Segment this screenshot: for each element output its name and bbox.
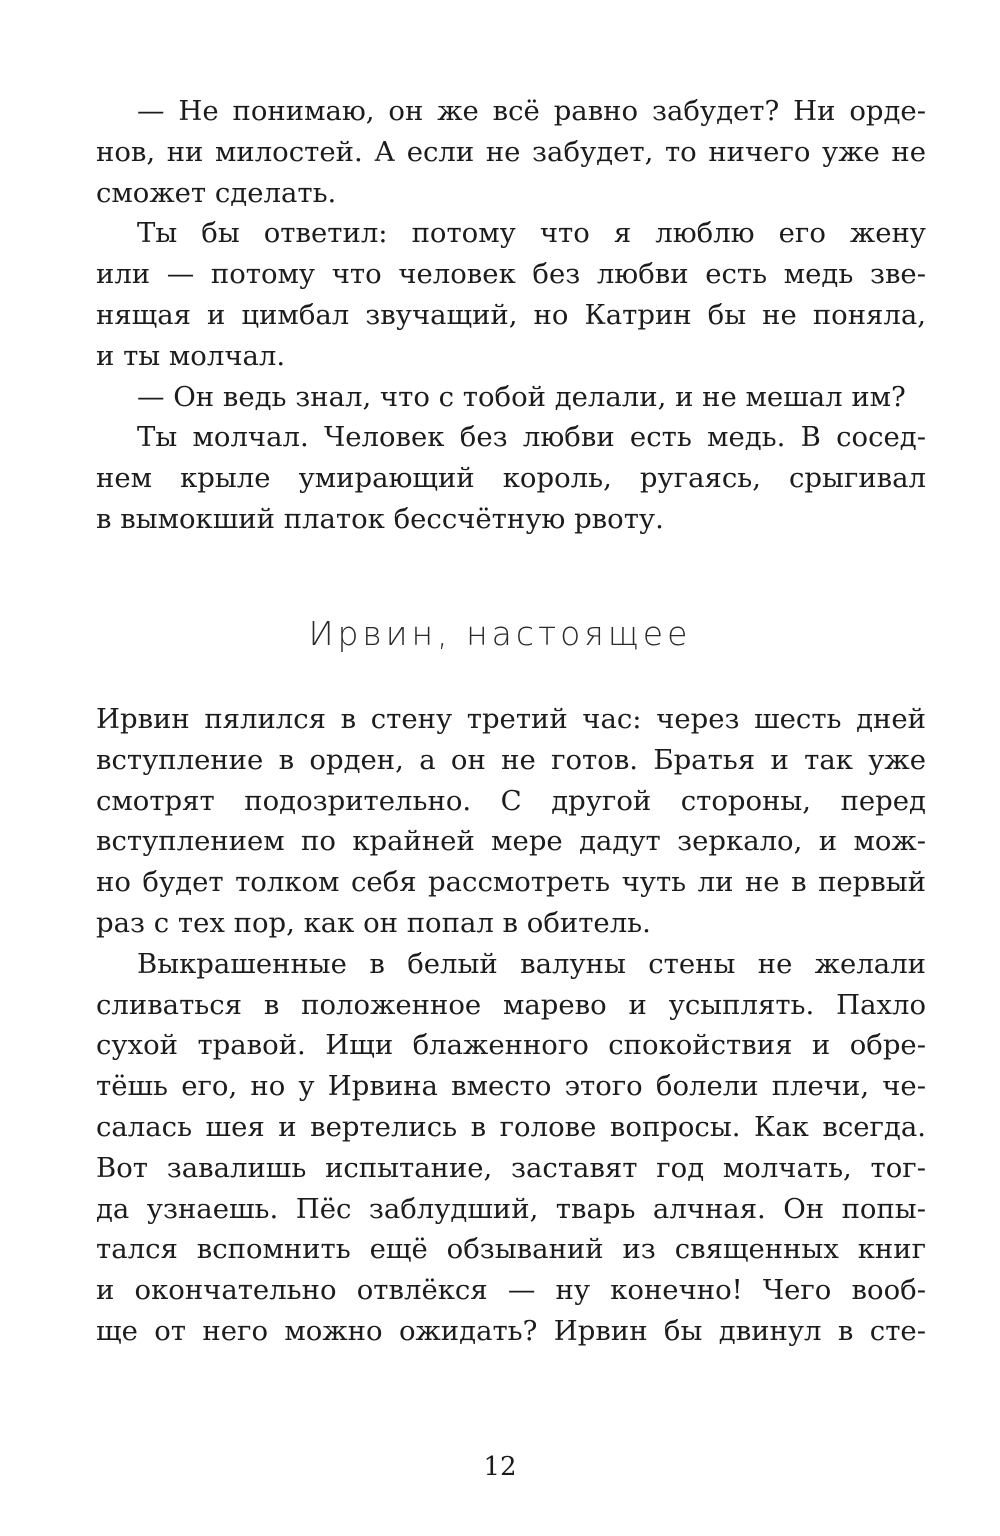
text-line: Ирвин пялился в стену третий час: через шесть дней <box>96 703 926 735</box>
text-line: и окончательно отвлёкся — ну конечно! Чего вооб- <box>96 1274 926 1307</box>
text-block-top <box>96 91 926 540</box>
paragraph <box>96 699 926 944</box>
paragraph <box>96 944 926 1352</box>
text-line: но будет толком себя рассмотреть чуть ли не в первый <box>96 866 926 899</box>
text-line: — Не понимаю, он же всё равно забудет? Ни орде- <box>137 95 926 127</box>
text-line: вступление в орден, а он не готов. Братья и так уже <box>96 743 926 776</box>
text-line: вступлением по крайней мере дадут зеркало, и мож- <box>96 825 926 858</box>
text-line: сможет сделать. <box>96 176 337 209</box>
text-line: нов, ни милостей. А если не забудет, то ничего уже не <box>96 135 926 168</box>
text-line: нящая и цимбал звучащий, но Катрин бы не поняла, <box>96 298 926 331</box>
paragraph <box>96 377 926 418</box>
chapter-title: Ирвин, настоящее <box>308 614 692 653</box>
text-line: тёшь его, но у Ирвина вместо этого болели плечи, че- <box>96 1070 926 1103</box>
paragraph <box>96 213 926 376</box>
text-line: Ты молчал. Человек без любви есть медь. В сосед- <box>137 421 926 454</box>
text-line: Выкрашенные в белый валуны стены не желали <box>137 947 926 980</box>
text-line: раз с тех пор, как он попал в обитель. <box>96 906 651 939</box>
paragraph <box>96 91 926 213</box>
text-line: в вымокший платок бессчётную рвоту. <box>96 502 664 535</box>
text-block-bottom <box>96 699 926 1352</box>
text-line: смотрят подозрительно. С другой стороны, перед <box>96 784 926 817</box>
text-line: сливаться в положенное марево и усыплять. Пахло <box>96 988 926 1021</box>
text-line: и ты молчал. <box>96 339 286 372</box>
text-line: — Он ведь знал, что с тобой делали, и не мешал им? <box>137 380 906 413</box>
text-line: да узнаешь. Пёс заблудший, тварь алчная. Он попы- <box>96 1192 926 1225</box>
text-line: нем крыле умирающий король, ругаясь, срыгивал <box>96 462 926 495</box>
text-line: Вот завалишь испытание, заставят год молчать, тог- <box>96 1151 926 1184</box>
text-line: сухой травой. Ищи блаженного спокойствия и обре- <box>96 1029 926 1062</box>
text-line: салась шея и вертелись в голове вопросы. Как всегда. <box>96 1110 926 1143</box>
page-number: 12 <box>483 1452 517 1482</box>
paragraph <box>96 417 926 539</box>
text-line: Ты бы ответил: потому что я люблю его жену <box>137 217 926 250</box>
text-line: тался вспомнить ещё обзываний из священных книг <box>96 1233 926 1266</box>
text-line: ще от него можно ожидать? Ирвин бы двинул в сте- <box>96 1314 926 1347</box>
text-line: или — потому что человек без любви есть медь зве- <box>96 258 926 291</box>
